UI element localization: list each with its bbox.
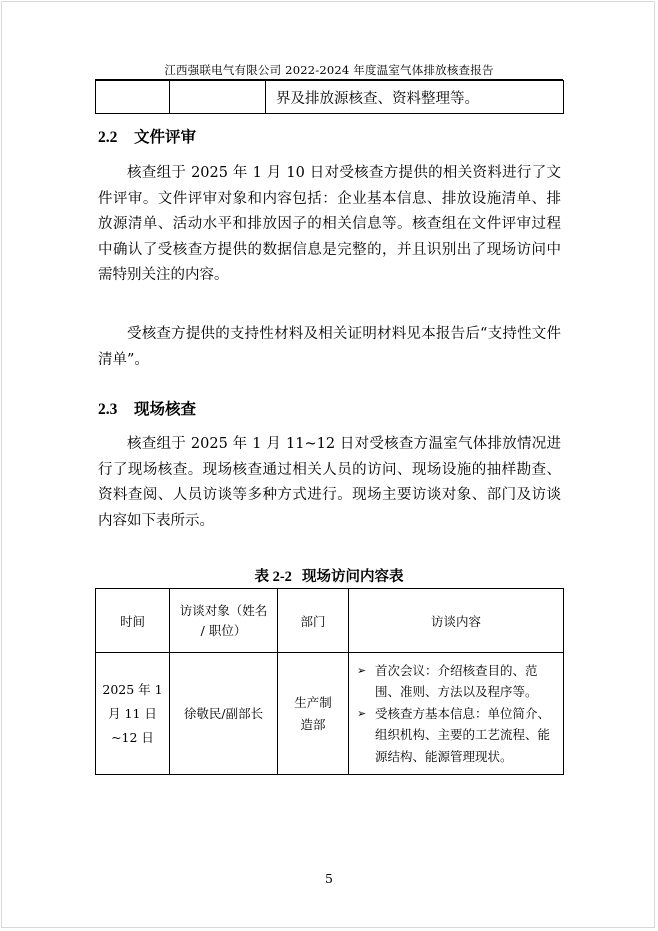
section-number: 2.3: [98, 401, 118, 418]
section-heading-2-2: [98, 125, 196, 147]
running-header: 江西强联电气有限公司 2022-2024 年度温室气体排放核查报告: [164, 63, 494, 77]
section-number: 2.2: [98, 129, 118, 146]
paragraph: 受核查方提供的支持性材料及相关证明材料见本报告后“支持性文件清单”。: [98, 326, 561, 368]
cell-content: [349, 653, 564, 775]
arrow-bullet-icon: ➢: [357, 663, 367, 677]
arrow-bullet-icon: ➢: [357, 706, 367, 720]
table-row: [96, 81, 564, 114]
cell-person: 徐敬民/副部长: [170, 653, 278, 775]
list-item-text: 首次会议：介绍核查目的、范围、准则、方法以及程序等。: [375, 662, 538, 700]
header-content: 访谈内容: [349, 589, 564, 653]
table-cell-empty: [96, 81, 170, 114]
table-header-row: [96, 589, 564, 653]
table-cell-empty: [170, 81, 266, 114]
interview-table: [95, 588, 564, 775]
table-caption: [0, 565, 658, 586]
page-number: 5: [325, 871, 333, 886]
section-title: 现场核查: [134, 400, 197, 418]
table-cell-content: 界及排放源核查、资料整理等。: [266, 81, 564, 114]
header-person: 访谈对象（姓名 / 职位）: [170, 589, 278, 653]
header-department: 部门: [278, 589, 349, 653]
continued-table: [95, 80, 564, 114]
cell-department: 生产制造部: [278, 653, 349, 775]
list-item: [357, 703, 555, 768]
section-heading-2-3: [98, 397, 196, 419]
table-caption-number: 表 2-2: [254, 569, 292, 585]
table-caption-title: 现场访问内容表: [302, 569, 404, 585]
list-item: [357, 660, 555, 703]
section-title: 文件评审: [134, 128, 197, 146]
list-item-text: 受核查方基本信息：单位简介、组织机构、主要的工艺流程、能源结构、能源管理现状。: [375, 705, 551, 764]
paragraph: 核查组于 2025 年 1 月 11~12 日对受核查方温室气体排放情况进行了现场核查。现场核查通过相关人员的访问、现场设施的抽样勘查、资料查阅、人员访谈等多种方式进行。现场主要访谈对象、部门及访谈内容如下表所示。: [98, 436, 561, 529]
table-row: [96, 653, 564, 775]
header-time: 时间: [96, 589, 170, 653]
paragraph: 核查组于 2025 年 1 月 10 日对受核查方提供的相关资料进行了文件评审。文件评审对象和内容包括：企业基本信息、排放设施清单、排放源清单、活动水平和排放因子的相关信息等。核查组在文件评审过程中确认了受核查方提供的数据信息是完整的，并且识别出了现场访问中需特别关注的内容。: [98, 165, 561, 283]
cell-time: 2025 年 1 月 11 日~12 日: [96, 653, 170, 775]
